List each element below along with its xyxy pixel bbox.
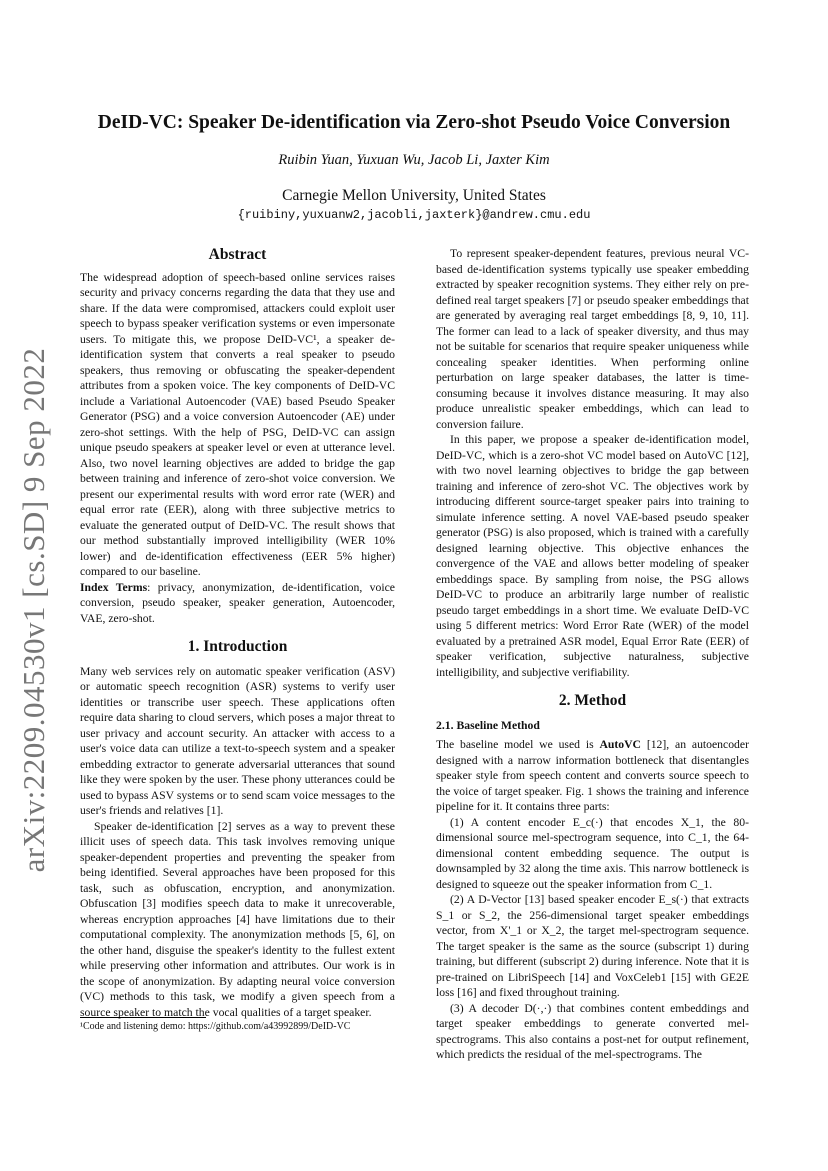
index-terms-text: : privacy, anonymization, de-identification, voice conversion, pseudo speaker, speaker generation, Autoencoder, VAE, zero-shot. [80, 580, 395, 625]
method-paragraph [436, 737, 749, 815]
index-terms [80, 580, 395, 627]
paper-title: DeID-VC: Speaker De-identification via Zero-shot Pseudo Voice Conversion [97, 112, 731, 133]
baseline-subheading: 2.1. Baseline Method [436, 718, 540, 732]
intro-paragraph-1: Many web services rely on automatic speaker verification (ASV) or automatic speech recognition (ASR) systems to verify user identities or transcribe user speech. These applications often require data sharing to cloud servers, which poses a major threat to user privacy and account security. An attacker with access to a user's voice data can utilize a text-to-speech system and a speaker embedding extractor to generate adversarial utterances that sound like they were spoken by the user. These phony utterances could be used to bypass ASV systems or to send scam voice messages to the user's friends and relatives [1]. [80, 664, 395, 817]
abstract-text: The widespread adoption of speech-based online services raises security and privacy concerns regarding the data that they use and share. If the data were compromised, attackers could exploit user speech to bypass speaker verification systems or even impersonate users. To mitigate this, we propose DeID-VC¹, a speaker de-identification system that converts a real speaker to pseudo speakers, thus removing or obfuscating the speaker-dependent attributes from a spoken voice. The key components of DeID-VC include a Variational Autoencoder (VAE) based Pseudo Speaker Generator (PSG) and a voice conversion Autoencoder (AE) under zero-shot settings. With the help of PSG, DeID-VC can assign unique pseudo speakers at speaker level or even at utterance level. Also, two novel learning objectives are added to bridge the gap between training and inference of zero-shot voice conversion. We present our experimental results with word error rate (WER) and equal error rate (EER), along with three subjective metrics to evaluate the generated output of DeID-VC. The result shows that our method substantially improved intelligibility (WER 10% lower) and de-identification effectiveness (EER 5% higher) compared to our baseline. [80, 270, 395, 578]
method-item-1: (1) A content encoder E_c(·) that encodes X_1, the 80-dimensional source mel-spectrogram sequence, into C_1, the 64-dimensional content embedding sequence. The output is downsampled by 32 along the time axis. This narrow bottleneck is designed to squeeze out the speaker information from C_1. [436, 815, 749, 891]
right-column [436, 246, 749, 1063]
intro-paragraph-2: Speaker de-identification [2] serves as a way to prevent these illicit uses of speech data. This task involves removing unique speaker-dependent properties and preventing the speaker from being identified. Several approaches have been proposed for this task, such as obfuscation, encryption, and anonymization. Obfuscation [3] modifies speech data to make it unrecoverable, whereas encryption approaches [4] have limitations due to their computational complexity. The anonymization methods [5, 6], on the other hand, disguise the speaker's identity to the fullest extent while preserving other information and attributes. Our work is in the scope of anonymization. By adapting neural voice conversion (VC) methods to this task, we modify a given speech from a source speaker to match the vocal qualities of a target speaker. [80, 819, 395, 1019]
affiliation: Carnegie Mellon University, United States [282, 187, 546, 204]
footnote: ¹Code and listening demo: https://github.com/a43992899/DeID-VC [80, 1021, 351, 1032]
intro-paragraph-4: In this paper, we propose a speaker de-identification model, DeID-VC, which is a zero-shot VC model based on AutoVC [12], with two novel learning objectives to bridge the gap between training and inference of zero-shot VC. The objectives work by introducing different source-target speaker pairs into training to simulate inference setting. A novel VAE-based pseudo speaker generator (PSG) is also proposed, which is trained with a carefully designed learning objective. This objective enhances the convergence of the VAE and allows better modeling of speaker embeddings space. By sampling from noise, the PSG allows DeID-VC to produce an arbitrarily large number of realistic pseudo target embeddings in a short time. We evaluate DeID-VC using 5 different metrics: Word Error Rate (WER) of the model evaluated by a pretrained ASR model, Equal Error Rate (EER) of speaker verification, subjective naturalness, subjective intelligibility, and subjective verifiability. [436, 433, 749, 679]
arxiv-identifier [14, 347, 54, 873]
autovc-name: AutoVC [599, 738, 641, 751]
intro-paragraph-3: To represent speaker-dependent features, previous neural VC-based de-identification systems typically use speaker embedding extracted by speaker recognition systems. They either rely on pre-defined real target speakers [7] or pseudo speaker embeddings that are generated by averaging real target embeddings [8, 9, 10, 11]. The former can lead to a lack of speaker diversity, and thus may not be suitable for scenarios that require speaker uniqueness while concealing speaker identities. When performing online perturbation on large speaker databases, the latter is time-consuming because it involves distance measuring. It may also produce unrealistic speaker embeddings, which can lead to conversion failure. [436, 247, 749, 431]
method-item-2: (2) A D-Vector [13] based speaker encoder E_s(·) that extracts S_1 or S_2, the 256-dimensional target speaker embeddings vector, from X'_1 or X_2, the target mel-spectrogram sequence. The target speaker is the same as the source (subscript 1) during training, but different (subscript 2) during inference. Note that it is pre-trained on LibriSpeech [14] and VoxCeleb1 [15] with GE2E loss [16] and fixed throughout training. [436, 893, 749, 999]
abstract-heading: Abstract [208, 246, 267, 263]
method-text-pre: The baseline model we used is [436, 738, 600, 751]
index-terms-label: Index Terms [80, 580, 148, 594]
author-list: Ruibin Yuan, Yuxuan Wu, Jacob Li, Jaxter Kim [278, 152, 550, 168]
left-column [80, 247, 395, 1020]
introduction-heading: 1. Introduction [187, 638, 288, 655]
footnote-divider [80, 1017, 206, 1018]
method-heading: 2. Method [558, 692, 627, 709]
method-item-3: (3) A decoder D(·,·) that combines content embeddings and target speaker embeddings to generate converted mel-spectrograms. This also contains a post-net for output refinement, which predicts the residual of the mel-spectrograms. The [436, 1001, 749, 1061]
author-emails: {ruibiny,yuxuanw2,jacobli,jaxterk}@andrew.cmu.edu [237, 208, 591, 222]
method-text-post: [12], an autoencoder designed with a narrow information bottleneck that disentangles speaker style from speech content and converts source speech to the voice of target speaker. Fig. 1 shows the training and inference pipeline for it. It contains three parts: [436, 738, 749, 813]
arxiv-identifier-text: arXiv:2209.04530v1 [cs.SD] 9 Sep 2022 [16, 347, 51, 873]
